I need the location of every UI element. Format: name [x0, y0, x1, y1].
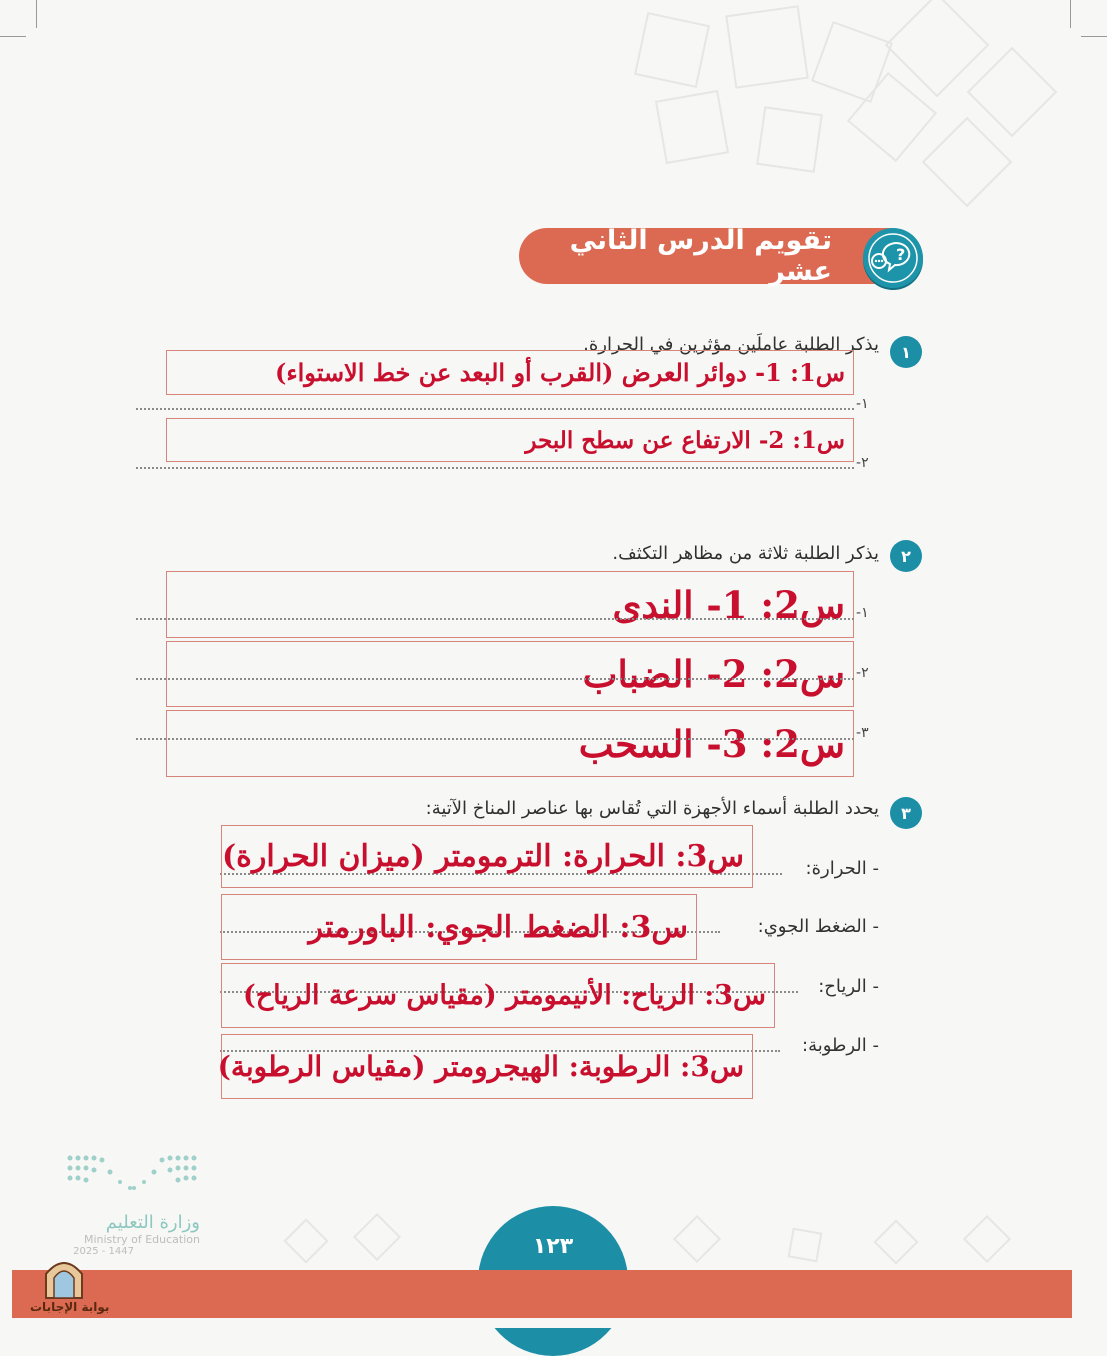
decorative-square	[634, 12, 710, 88]
answer-line	[136, 618, 854, 620]
element-label: - الحرارة:	[805, 858, 879, 879]
answer-box: س2: 1- الندى	[166, 571, 854, 638]
footer-bar	[12, 1270, 1072, 1318]
answer-line	[136, 408, 854, 410]
decorative-square	[353, 1213, 401, 1261]
answer-box: س1: 1- دوائر العرض (القرب أو البعد عن خط الاستواء)	[166, 350, 854, 395]
question-number: ١	[890, 336, 922, 368]
crop-mark	[1070, 0, 1071, 28]
question-number: ٣	[890, 797, 922, 829]
decorative-square	[922, 117, 1013, 208]
page-number: ١٢٣	[532, 1234, 574, 1259]
watermark-gate-icon	[40, 1256, 88, 1300]
answer-line	[136, 678, 854, 680]
svg-text:?: ?	[896, 245, 906, 264]
line-number: -٢	[856, 455, 869, 471]
answer-box: س2: 3- السحب	[166, 710, 854, 777]
decorative-square	[283, 1218, 328, 1263]
page-title: تقويم الدرس الثاني عشر	[569, 225, 832, 287]
element-label: - الضغط الجوي:	[757, 916, 879, 937]
decorative-square	[963, 1215, 1011, 1263]
crop-mark	[0, 36, 26, 37]
question-text: يذكر الطلبة عاملَين مؤثرين في الحرارة.	[583, 334, 879, 355]
question-number: ٢	[890, 540, 922, 572]
page-bottom-margin	[0, 1318, 1107, 1328]
crop-mark	[1081, 36, 1107, 37]
watermark-text: بوابة الإجابات	[30, 1300, 110, 1314]
answer-box: س3: الرطوبة: الهيجرومتر (مقياس الرطوبة)	[221, 1034, 753, 1099]
chat-question-icon	[863, 228, 923, 288]
answer-box: س3: الضغط الجوي: الباورمتر	[221, 894, 697, 960]
question-text: يحدد الطلبة أسماء الأجهزة التي تُقاس بها عناصر المناخ الآتية:	[425, 798, 879, 819]
decorative-square	[756, 106, 823, 173]
ministry-logo	[64, 1150, 200, 1257]
element-label: - الرياح:	[818, 976, 879, 997]
element-label: - الرطوبة:	[802, 1035, 879, 1056]
answer-box: س1: 2- الارتفاع عن سطح البحر	[166, 418, 854, 462]
line-number: -٢	[856, 665, 869, 681]
decorative-square	[655, 90, 729, 164]
lesson-review-header	[519, 225, 894, 287]
line-number: -٣	[856, 725, 869, 741]
answer-box: س3: الرياح: الأنيمومتر (مقياس سرعة الرياح)	[221, 963, 775, 1028]
ministry-year: 2025 - 1447	[73, 1246, 134, 1257]
line-number: -١	[856, 605, 869, 621]
line-number: -١	[856, 396, 869, 412]
ministry-name-en: Ministry of Education	[83, 1233, 200, 1246]
answer-box: س3: الحرارة: الترمومتر (ميزان الحرارة)	[221, 825, 753, 888]
decorative-square	[873, 1219, 918, 1264]
decorative-square	[788, 1228, 823, 1263]
answer-box: س2: 2- الضباب	[166, 641, 854, 707]
answer-line	[136, 467, 854, 469]
answer-line	[136, 738, 854, 740]
crop-mark	[36, 0, 37, 28]
decorative-square	[967, 47, 1058, 138]
question-text: يذكر الطلبة ثلاثة من مظاهر التكثف.	[612, 543, 879, 564]
ministry-name-ar: وزارة التعليم	[105, 1212, 200, 1233]
dots-emblem-icon	[64, 1150, 200, 1200]
decorative-square	[673, 1215, 721, 1263]
decorative-square	[725, 5, 809, 89]
